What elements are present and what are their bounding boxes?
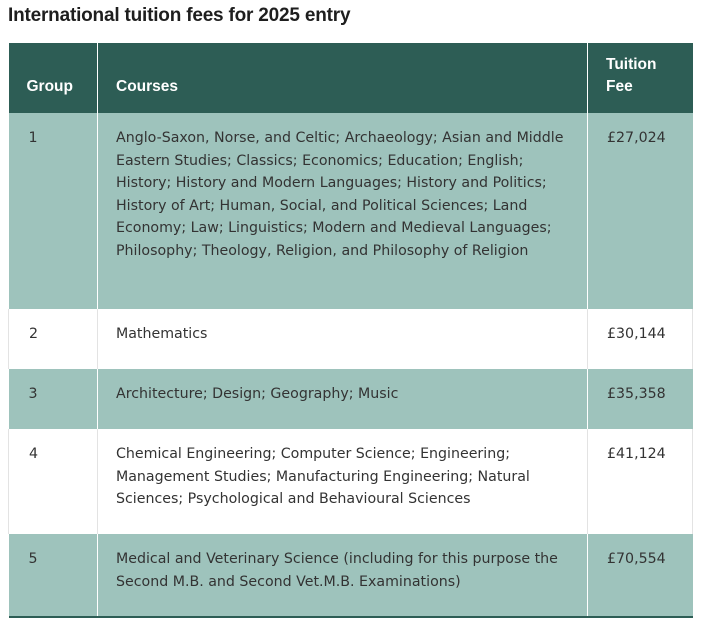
table-row — [9, 113, 693, 309]
courses-cell: Mathematics — [98, 309, 588, 369]
courses-cell: Medical and Veterinary Science (including for this purpose the Second M.B. and Second Vet.M.B. Examinations) — [98, 534, 588, 617]
group-cell: 4 — [9, 429, 98, 534]
header-group: Group — [9, 43, 98, 113]
courses-cell: Chemical Engineering; Computer Science; Engineering; Management Studies; Manufacturing Engineering; Natural Sciences; Psychological and Behavioural Sciences — [98, 429, 588, 534]
page-title: International tuition fees for 2025 entry — [8, 5, 351, 26]
table-row — [9, 309, 693, 369]
courses-cell: Architecture; Design; Geography; Music — [98, 369, 588, 429]
header-tuition-fee: Tuition Fee — [588, 43, 693, 113]
header-courses: Courses — [98, 43, 588, 113]
table-header-row — [9, 43, 693, 113]
courses-cell: Anglo-Saxon, Norse, and Celtic; Archaeology; Asian and Middle Eastern Studies; Classics; Economics; Education; English; History; History and Modern Languages; History and Politics; History of Art; Human, Social, and Political Sciences; Land Economy; Law; Linguistics; Modern and Medieval Languages; Philosophy; Theology, Religion, and Philosophy of Religion — [98, 113, 588, 309]
fee-cell: £70,554 — [588, 534, 693, 617]
fee-cell: £35,358 — [588, 369, 693, 429]
group-cell: 5 — [9, 534, 98, 617]
group-cell: 1 — [9, 113, 98, 309]
group-cell: 3 — [9, 369, 98, 429]
table-row — [9, 429, 693, 534]
fee-cell: £27,024 — [588, 113, 693, 309]
group-cell: 2 — [9, 309, 98, 369]
tuition-fees-table — [8, 43, 693, 618]
table-row — [9, 369, 693, 429]
fee-cell: £41,124 — [588, 429, 693, 534]
fee-cell: £30,144 — [588, 309, 693, 369]
table-row — [9, 534, 693, 617]
